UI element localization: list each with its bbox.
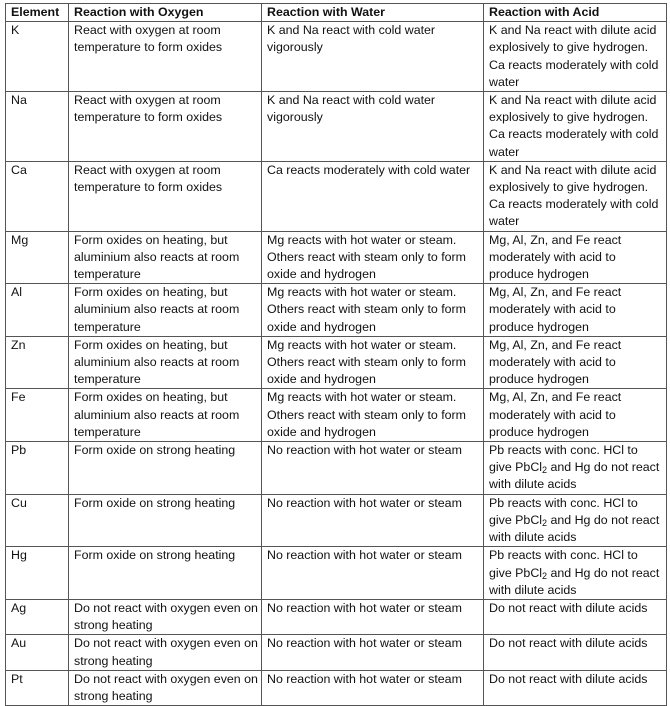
table-row: [6, 547, 667, 600]
element-cell: Ag: [6, 599, 69, 634]
element-cell: Mg: [6, 231, 69, 284]
element-cell: Pb: [6, 442, 69, 495]
acid-cell: Do not react with dilute acids: [484, 599, 667, 634]
oxygen-cell: Form oxides on heating, but aluminium also reacts at room temperature: [69, 284, 262, 337]
element-cell: Na: [6, 92, 69, 162]
table-row: [6, 670, 667, 705]
element-cell: Al: [6, 284, 69, 337]
table-row: [6, 231, 667, 284]
acid-cell: K and Na react with dilute acid explosively to give hydrogen. Ca reacts moderately with cold water: [484, 22, 667, 92]
acid-cell: [484, 494, 667, 547]
acid-cell: Do not react with dilute acids: [484, 670, 667, 705]
oxygen-cell: Form oxide on strong heating: [69, 547, 262, 600]
subscript: 2: [542, 517, 548, 528]
oxygen-cell: React with oxygen at room temperature to form oxides: [69, 22, 262, 92]
water-cell: No reaction with hot water or steam: [262, 547, 484, 600]
table-row: [6, 599, 667, 634]
water-cell: Ca reacts moderately with cold water: [262, 161, 484, 231]
element-cell: Zn: [6, 336, 69, 389]
acid-cell: Do not react with dilute acids: [484, 635, 667, 670]
water-cell: No reaction with hot water or steam: [262, 599, 484, 634]
table-row: [6, 442, 667, 495]
element-cell: Cu: [6, 494, 69, 547]
oxygen-cell: React with oxygen at room temperature to form oxides: [69, 161, 262, 231]
water-cell: Mg reacts with hot water or steam. Others react with steam only to form oxide and hydrogen: [262, 389, 484, 442]
acid-cell: K and Na react with dilute acid explosively to give hydrogen. Ca reacts moderately with cold water: [484, 92, 667, 162]
acid-cell: Mg, Al, Zn, and Fe react moderately with acid to produce hydrogen: [484, 389, 667, 442]
oxygen-cell: Form oxides on heating, but aluminium also reacts at room temperature: [69, 231, 262, 284]
element-cell: Fe: [6, 389, 69, 442]
oxygen-cell: Form oxides on heating, but aluminium also reacts at room temperature: [69, 389, 262, 442]
table-row: [6, 22, 667, 92]
acid-text-end: and Hg do not react with dilute acids: [489, 565, 660, 597]
element-cell: Pt: [6, 670, 69, 705]
table-row: [6, 494, 667, 547]
acid-cell: K and Na react with dilute acid explosively to give hydrogen. Ca reacts moderately with cold water: [484, 161, 667, 231]
acid-cell: [484, 547, 667, 600]
oxygen-cell: Do not react with oxygen even on strong heating: [69, 670, 262, 705]
water-cell: Mg reacts with hot water or steam. Others react with steam only to form oxide and hydrogen: [262, 336, 484, 389]
acid-text-start: Pb reacts with conc. HCl to give PbCl: [489, 548, 638, 580]
header-element: Element: [6, 4, 69, 22]
subscript: 2: [542, 465, 548, 476]
header-acid: Reaction with Acid: [484, 4, 667, 22]
acid-text-end: and Hg do not react with dilute acids: [489, 460, 660, 492]
reactivity-table: [5, 3, 667, 706]
table-row: [6, 336, 667, 389]
water-cell: Mg reacts with hot water or steam. Others react with steam only to form oxide and hydrogen: [262, 231, 484, 284]
water-cell: K and Na react with cold water vigorously: [262, 22, 484, 92]
water-cell: Mg reacts with hot water or steam. Others react with steam only to form oxide and hydrogen: [262, 284, 484, 337]
oxygen-cell: Do not react with oxygen even on strong heating: [69, 635, 262, 670]
header-row: [6, 4, 667, 22]
element-cell: K: [6, 22, 69, 92]
table-row: [6, 284, 667, 337]
oxygen-cell: Do not react with oxygen even on strong heating: [69, 599, 262, 634]
acid-text-start: Pb reacts with conc. HCl to give PbCl: [489, 443, 638, 475]
oxygen-cell: Form oxide on strong heating: [69, 442, 262, 495]
element-cell: Hg: [6, 547, 69, 600]
oxygen-cell: React with oxygen at room temperature to form oxides: [69, 92, 262, 162]
element-cell: Ca: [6, 161, 69, 231]
water-cell: No reaction with hot water or steam: [262, 442, 484, 495]
table-row: [6, 92, 667, 162]
table-row: [6, 389, 667, 442]
header-water: Reaction with Water: [262, 4, 484, 22]
water-cell: No reaction with hot water or steam: [262, 494, 484, 547]
element-cell: Au: [6, 635, 69, 670]
water-cell: No reaction with hot water or steam: [262, 635, 484, 670]
acid-cell: Mg, Al, Zn, and Fe react moderately with acid to produce hydrogen: [484, 284, 667, 337]
oxygen-cell: Form oxides on heating, but aluminium also reacts at room temperature: [69, 336, 262, 389]
subscript: 2: [542, 570, 548, 581]
header-oxygen: Reaction with Oxygen: [69, 4, 262, 22]
acid-cell: [484, 442, 667, 495]
acid-cell: Mg, Al, Zn, and Fe react moderately with acid to produce hydrogen: [484, 336, 667, 389]
table-row: [6, 635, 667, 670]
water-cell: K and Na react with cold water vigorously: [262, 92, 484, 162]
acid-text-end: and Hg do not react with dilute acids: [489, 512, 660, 545]
acid-text-start: Pb reacts with conc. HCl to give PbCl: [489, 495, 638, 527]
table-row: [6, 161, 667, 231]
acid-cell: Mg, Al, Zn, and Fe react moderately with acid to produce hydrogen: [484, 231, 667, 284]
oxygen-cell: Form oxide on strong heating: [69, 494, 262, 547]
water-cell: No reaction with hot water or steam: [262, 670, 484, 705]
